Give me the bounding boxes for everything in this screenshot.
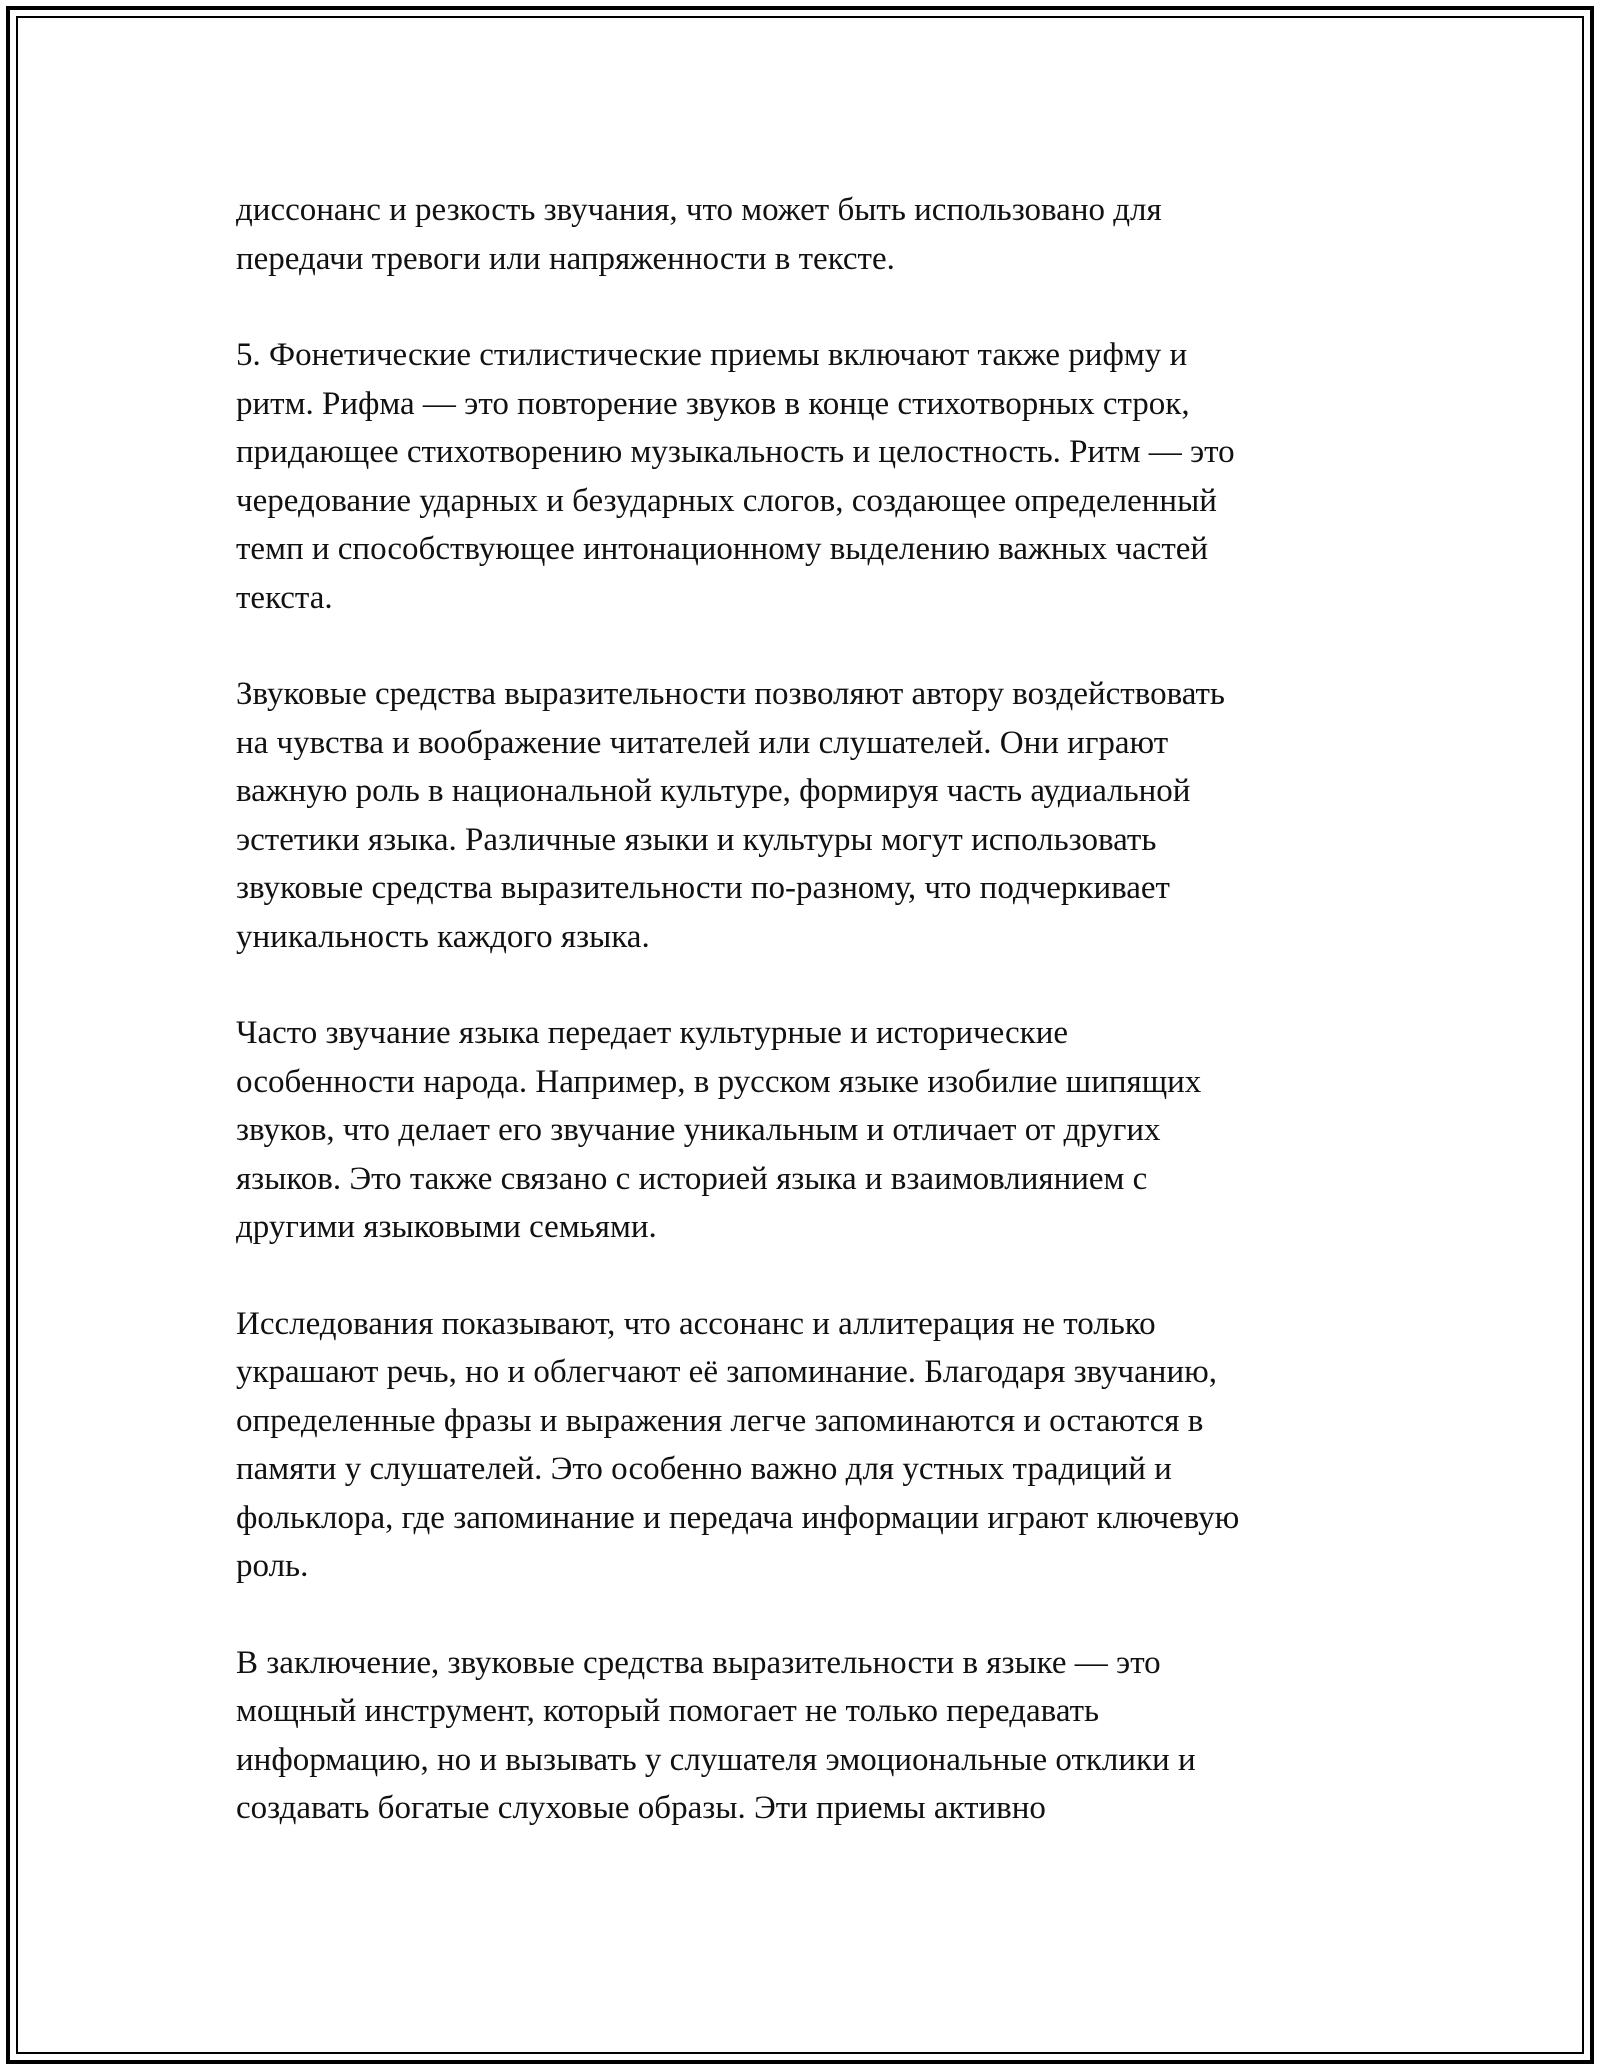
text-line: языков. Это также связано с историей языка и взаимовлиянием с <box>236 1160 1148 1197</box>
paragraph <box>236 331 1386 622</box>
text-line: определенные фразы и выражения легче запоминаются и остаются в <box>236 1402 1204 1439</box>
paragraph <box>236 1009 1386 1252</box>
text-line: памяти у слушателей. Это особенно важно для устных традиций и <box>236 1451 1172 1487</box>
paragraph <box>236 1300 1386 1591</box>
text-line: Часто звучание языка передает культурные и исторические <box>236 1015 1069 1051</box>
paragraph <box>236 670 1386 961</box>
text-line: информацию, но и вызывать у слушателя эмоциональные отклики и <box>236 1741 1196 1778</box>
text-line: уникальность каждого языка. <box>236 918 650 955</box>
text-line: В заключение, звуковые средства выразительности в языке — это <box>236 1644 1161 1681</box>
text-line: звуковые средства выразительности по-разному, что подчеркивает <box>236 870 1170 906</box>
text-line: важную роль в национальной культуре, формируя часть аудиальной <box>236 773 1191 809</box>
text-line: темп и способствующее интонационному выделению важных частей <box>236 531 1209 567</box>
text-line: другими языковыми семьями. <box>236 1209 657 1245</box>
paragraph <box>236 186 1386 283</box>
text-line: фольклора, где запоминание и передача информации играют ключевую <box>236 1499 1240 1536</box>
text-line: создавать богатые слуховые образы. Эти приемы активно <box>236 1790 1046 1826</box>
text-line: роль. <box>236 1548 309 1584</box>
text-line: Исследования показывают, что ассонанс и аллитерация не только <box>236 1305 1156 1342</box>
text-line: звуков, что делает его звучание уникальным и отличает от других <box>236 1112 1161 1148</box>
text-line: 5. Фонетические стилистические приемы включают также рифму и <box>236 337 1188 373</box>
text-line: чередование ударных и безударных слогов, создающее определенный <box>236 482 1217 519</box>
text-line: особенности народа. Например, в русском языке изобилие шипящих <box>236 1063 1202 1100</box>
paragraph <box>236 1639 1386 1833</box>
text-line: передачи тревоги или напряженности в тексте. <box>236 240 895 277</box>
text-line: эстетики языка. Различные языки и культуры могут использовать <box>236 821 1157 858</box>
text-line: придающее стихотворению музыкальность и целостность. Ритм — это <box>236 434 1235 470</box>
text-line: Звуковые средства выразительности позволяют автору воздействовать <box>236 676 1225 712</box>
text-line: диссонанс и резкость звучания, что может быть использовано для <box>236 192 1162 228</box>
text-line: на чувства и воображение читателей или слушателей. Они играют <box>236 724 1169 761</box>
text-line: мощный инструмент, который помогает не только передавать <box>236 1693 1100 1729</box>
text-line: текста. <box>236 579 333 616</box>
text-line: украшают речь, но и облегчают её запоминание. Благодаря звучанию, <box>236 1354 1218 1390</box>
document-body <box>236 186 1386 1881</box>
text-line: ритм. Рифма — это повторение звуков в конце стихотворных строк, <box>236 385 1190 422</box>
